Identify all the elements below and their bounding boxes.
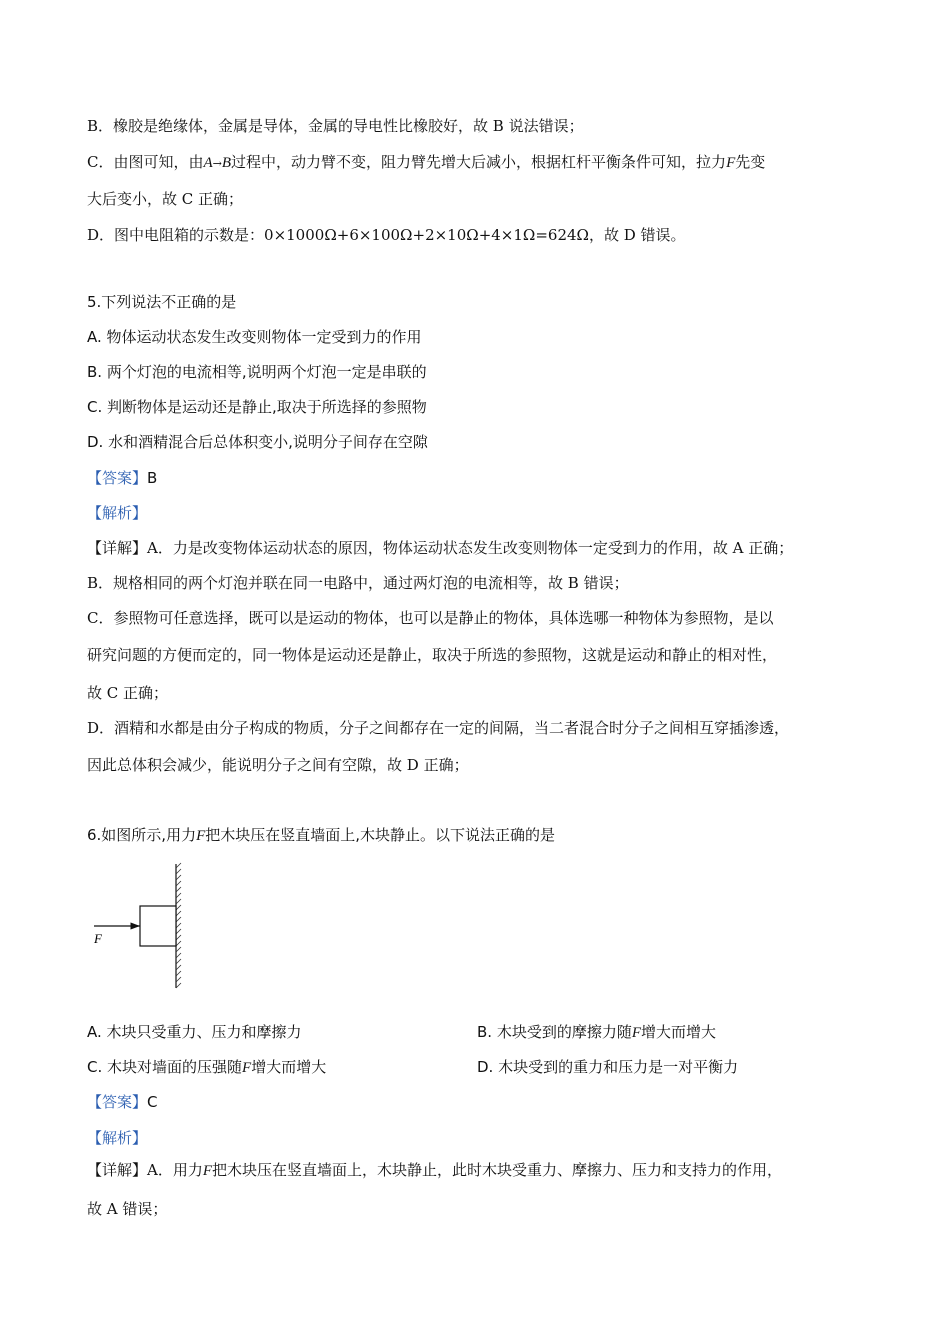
q5-detail-b: B．规格相同的两个灯泡并联在同一电路中，通过两灯泡的电流相等，故 B 错误； <box>87 574 629 592</box>
text: 增大而增大 <box>641 1023 717 1041</box>
detail-text: A．力是改变物体运动状态的原因，物体运动状态发生改变则物体一定受到力的作用，故 A 正确； <box>147 539 794 557</box>
q5-option-d: D. 水和酒精混合后总体积变小,说明分子间存在空隙 <box>87 433 428 451</box>
q5-detail-c3: 故 C 正确； <box>87 684 169 702</box>
var-a: A <box>203 155 213 171</box>
q6-option-c <box>87 1057 326 1078</box>
q5-stem: 5.下列说法不正确的是 <box>87 293 237 311</box>
detail-text: 把木块压在竖直墙面上，木块静止，此时木块受重力、摩擦力、压力和支持力的作用， <box>212 1161 783 1179</box>
q6-option-d: D. 木块受到的重力和压力是一对平衡力 <box>477 1058 739 1076</box>
var-b: B <box>221 155 232 171</box>
text: C. 木块对墙面的压强随 <box>87 1058 243 1076</box>
q5-analysis-tag <box>87 503 147 523</box>
answer-value: C <box>147 1093 158 1111</box>
q5-detail-a <box>87 538 793 558</box>
detail-text: A．用力 <box>147 1161 203 1179</box>
answer-tag: 【答案】 <box>87 1093 148 1111</box>
var-f: F <box>726 155 736 171</box>
text: C．由图可知，由 <box>87 153 204 171</box>
q5-detail-c2: 研究问题的方便而定的，同一物体是运动还是静止，取决于所选的参照物，这就是运动和静止的相对性， <box>87 646 778 664</box>
analysis-tag: 【解析】 <box>87 504 148 522</box>
q6-detail-a2: 故 A 错误； <box>87 1200 168 1218</box>
q5-detail-c: C．参照物可任意选择，既可以是运动的物体，也可以是静止的物体，具体选哪一种物体为参照物，是以 <box>87 609 774 627</box>
detail-tag: 【详解】 <box>87 1161 148 1179</box>
prev-solution-c-cont: 大后变小，故 C 正确； <box>87 190 244 208</box>
wood-block <box>140 906 176 946</box>
q5-detail-d: D．酒精和水都是由分子构成的物质，分子之间都存在一定的间隔，当二者混合时分子之间相互穿插渗透， <box>87 719 790 737</box>
prev-solution-d: D．图中电阻箱的示数是：0×1000Ω+6×100Ω+2×10Ω+4×1Ω=624Ω，故 D 错误。 <box>87 226 686 244</box>
text: 增大而增大 <box>251 1058 327 1076</box>
q5-option-a: A. 物体运动状态发生改变则物体一定受到力的作用 <box>87 328 422 346</box>
analysis-tag: 【解析】 <box>87 1129 148 1147</box>
q6-option-a: A. 木块只受重力、压力和摩擦力 <box>87 1023 302 1041</box>
detail-tag: 【详解】 <box>87 539 148 557</box>
text: B. 木块受到的摩擦力随 <box>477 1023 632 1041</box>
var-f: F <box>242 1060 252 1076</box>
text: 过程中，动力臂不变，阻力臂先增大后减小，根据杠杆平衡条件可知，拉力 <box>231 153 727 171</box>
q6-analysis-tag <box>87 1128 147 1148</box>
q6-answer <box>87 1092 158 1112</box>
text: 把木块压在竖直墙面上,木块静止。以下说法正确的是 <box>205 826 556 844</box>
text: 先变 <box>735 153 766 171</box>
arrow: → <box>212 157 222 170</box>
q5-option-c: C. 判断物体是运动还是静止,取决于所选择的参照物 <box>87 398 427 416</box>
q5-option-b: B. 两个灯泡的电流相等,说明两个灯泡一定是串联的 <box>87 363 427 381</box>
wall-hatching <box>176 863 181 988</box>
answer-value: B <box>147 469 158 487</box>
var-f: F <box>196 828 206 844</box>
prev-solution-c <box>87 152 765 174</box>
q6-option-b <box>477 1022 716 1043</box>
prev-solution-b: B．橡胶是绝缘体，金属是导体，金属的导电性比橡胶好，故 B 说法错误； <box>87 117 584 135</box>
answer-tag: 【答案】 <box>87 469 148 487</box>
var-f: F <box>202 1163 213 1179</box>
q5-answer <box>87 468 157 488</box>
q6-detail-a <box>87 1160 782 1181</box>
force-label: F <box>94 931 102 946</box>
force-diagram <box>88 862 188 992</box>
text: 6.如图所示,用力 <box>87 826 197 844</box>
var-f: F <box>631 1025 641 1041</box>
q6-stem <box>87 825 555 846</box>
q5-detail-d2: 因此总体积会减少，能说明分子之间有空隙，故 D 正确； <box>87 756 469 774</box>
